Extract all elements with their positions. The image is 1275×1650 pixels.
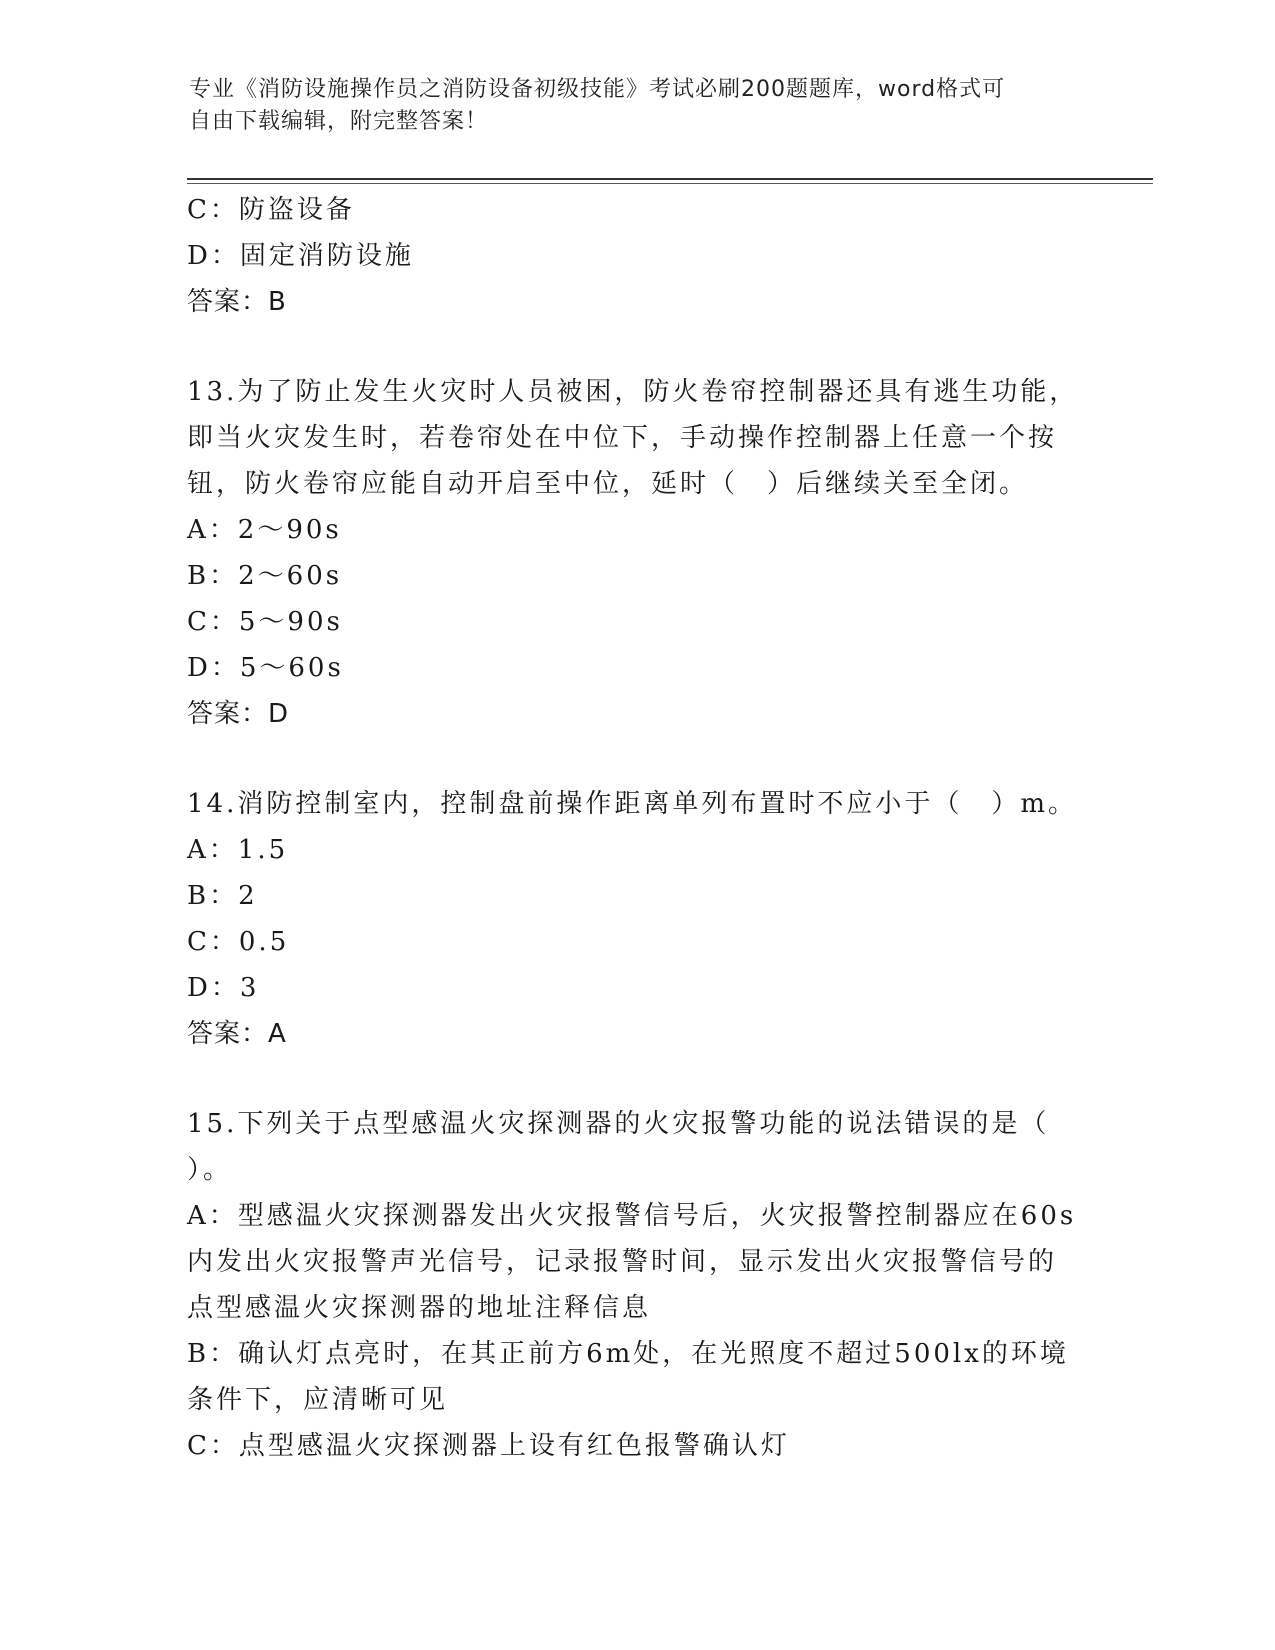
page-header	[189, 74, 1069, 138]
option-c: C：点型感温火灾探测器上设有红色报警确认灯	[187, 1431, 790, 1461]
header-line-2: 自由下载编辑，附完整答案！	[189, 109, 489, 134]
option-c: C：防盗设备	[187, 195, 355, 225]
spacer	[187, 325, 1067, 369]
option-a-continued: 点型感温火灾探测器的地址注释信息	[187, 1293, 652, 1323]
question-stem: 即当火灾发生时，若卷帘处在中位下，手动操作控制器上任意一个按	[187, 423, 1058, 453]
answer-line: 答案：D	[187, 699, 290, 729]
question-list	[187, 187, 1079, 1469]
question-block-13	[187, 369, 1079, 737]
option-b: B：2～60s	[187, 561, 343, 591]
option-a-continued: 内发出火灾报警声光信号，记录报警时间，显示发出火灾报警信号的	[187, 1247, 1058, 1277]
answer-line: 答案：A	[187, 1019, 287, 1049]
question-stem: ）。	[187, 1155, 233, 1185]
option-d: D：5～60s	[187, 653, 344, 683]
option-a: A：2～90s	[187, 515, 342, 545]
question-stem: 钮，防火卷帘应能自动开启至中位，延时（ ）后继续关至全闭。	[187, 469, 1029, 499]
question-stem: 14.消防控制室内，控制盘前操作距离单列布置时不应小于（ ）m。	[187, 789, 1078, 819]
answer-line: 答案：B	[187, 287, 287, 317]
option-a: A：1.5	[187, 835, 289, 865]
header-divider-thin	[187, 183, 1153, 184]
option-b: B：确认灯点亮时，在其正前方6m处，在光照度不超过500lx的环境	[187, 1339, 1069, 1369]
question-stem: 15.下列关于点型感温火灾探测器的火灾报警功能的说法错误的是（	[187, 1109, 1050, 1139]
header-line-1: 专业《消防设施操作员之消防设备初级技能》考试必刷200题题库，word格式可	[189, 77, 1006, 102]
spacer	[187, 737, 1067, 781]
option-b: B：2	[187, 881, 258, 911]
option-c: C：0.5	[187, 927, 290, 957]
option-b-continued: 条件下，应清晰可见	[187, 1385, 449, 1415]
question-block-12	[187, 187, 1067, 325]
option-d: D：固定消防设施	[187, 241, 414, 271]
question-stem: 13.为了防止发生火灾时人员被困，防火卷帘控制器还具有逃生功能，	[187, 377, 1079, 407]
option-c: C：5～90s	[187, 607, 343, 637]
spacer	[187, 1057, 1067, 1101]
header-divider-thick	[187, 178, 1153, 180]
question-block-14	[187, 781, 1078, 1057]
question-block-15	[187, 1101, 1077, 1469]
option-d: D：3	[187, 973, 260, 1003]
option-a: A：型感温火灾探测器发出火灾报警信号后，火灾报警控制器应在60s	[187, 1201, 1077, 1231]
